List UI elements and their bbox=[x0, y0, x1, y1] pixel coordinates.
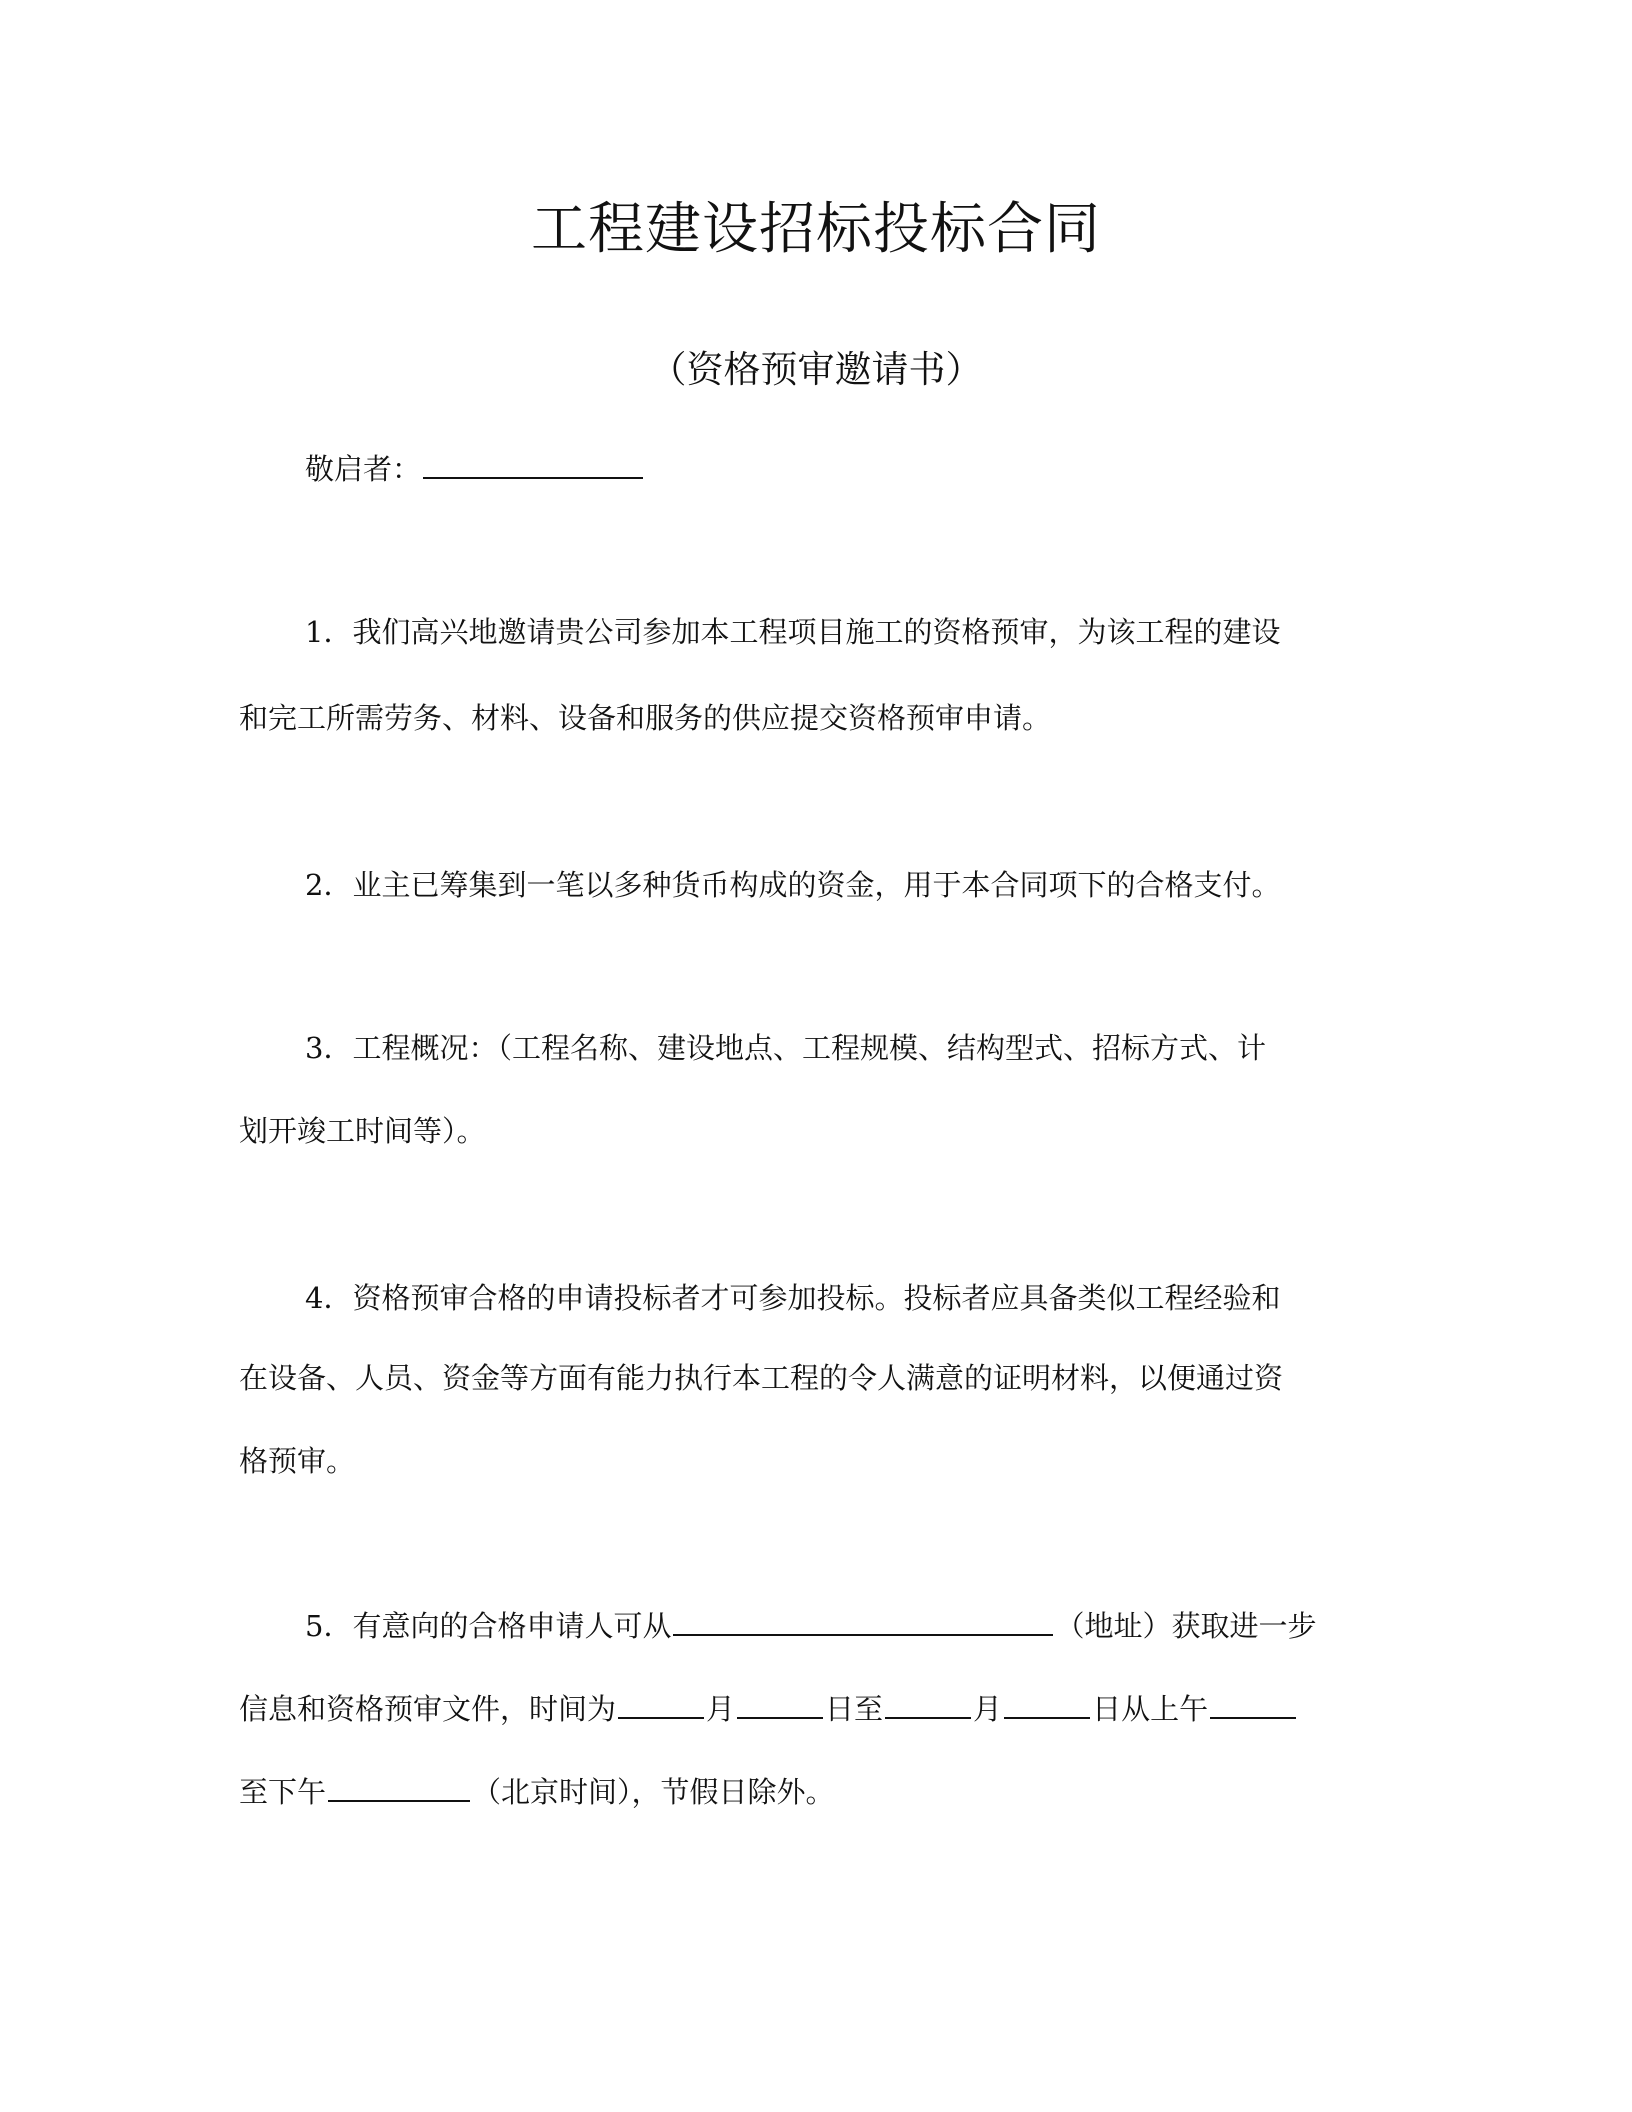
start-month-blank[interactable] bbox=[618, 1687, 704, 1719]
pm-label: 至下午 bbox=[239, 1775, 327, 1809]
item-1-line-1: 1．我们高兴地邀请贵公司参加本工程项目施工的资格预审，为该工程的建设 bbox=[305, 615, 1281, 649]
start-day-blank[interactable] bbox=[737, 1687, 823, 1719]
item-5-line-3 bbox=[239, 1770, 835, 1814]
item-1-line-2: 和完工所需劳务、材料、设备和服务的供应提交资格预审申请。 bbox=[239, 701, 1052, 735]
item-4-line-2: 在设备、人员、资金等方面有能力执行本工程的令人满意的证明材料，以便通过资 bbox=[239, 1361, 1284, 1395]
end-month-blank[interactable] bbox=[885, 1687, 971, 1719]
item-2-line-1: 2．业主已筹集到一笔以多种货币构成的资金，用于本合同项下的合格支付。 bbox=[305, 868, 1281, 902]
item-5-text-a: 5．有意向的合格申请人可从 bbox=[305, 1609, 672, 1643]
document-title: 工程建设招标投标合同 bbox=[531, 197, 1101, 262]
end-day-blank[interactable] bbox=[1004, 1687, 1090, 1719]
day-from-am-label: 日从上午 bbox=[1092, 1692, 1209, 1726]
item-4-line-3: 格预审。 bbox=[239, 1444, 356, 1478]
item-5-closing-text: （北京时间），节假日除外。 bbox=[472, 1775, 835, 1809]
item-5-time-label: 信息和资格预审文件，时间为 bbox=[239, 1692, 617, 1726]
item-3-line-2: 划开竣工时间等）。 bbox=[239, 1114, 486, 1148]
item-5-line-1 bbox=[305, 1604, 1316, 1648]
salutation-label: 敬启者： bbox=[305, 452, 422, 486]
day-to-label: 日至 bbox=[825, 1692, 884, 1726]
document-subtitle: （资格预审邀请书） bbox=[649, 348, 983, 391]
month-label-1: 月 bbox=[706, 1692, 736, 1726]
item-5-line-2 bbox=[239, 1687, 1298, 1731]
item-3-line-1: 3．工程概况：（工程名称、建设地点、工程规模、结构型式、招标方式、计 bbox=[305, 1031, 1266, 1065]
salutation-line bbox=[305, 447, 645, 491]
item-5-text-b: （地址）获取进一步 bbox=[1055, 1609, 1317, 1643]
address-blank[interactable] bbox=[673, 1604, 1053, 1636]
month-label-2: 月 bbox=[973, 1692, 1003, 1726]
item-4-line-1: 4．资格预审合格的申请投标者才可参加投标。投标者应具备类似工程经验和 bbox=[305, 1281, 1281, 1315]
am-time-blank[interactable] bbox=[1210, 1687, 1296, 1719]
recipient-blank[interactable] bbox=[423, 447, 643, 479]
pm-time-blank[interactable] bbox=[328, 1770, 470, 1802]
